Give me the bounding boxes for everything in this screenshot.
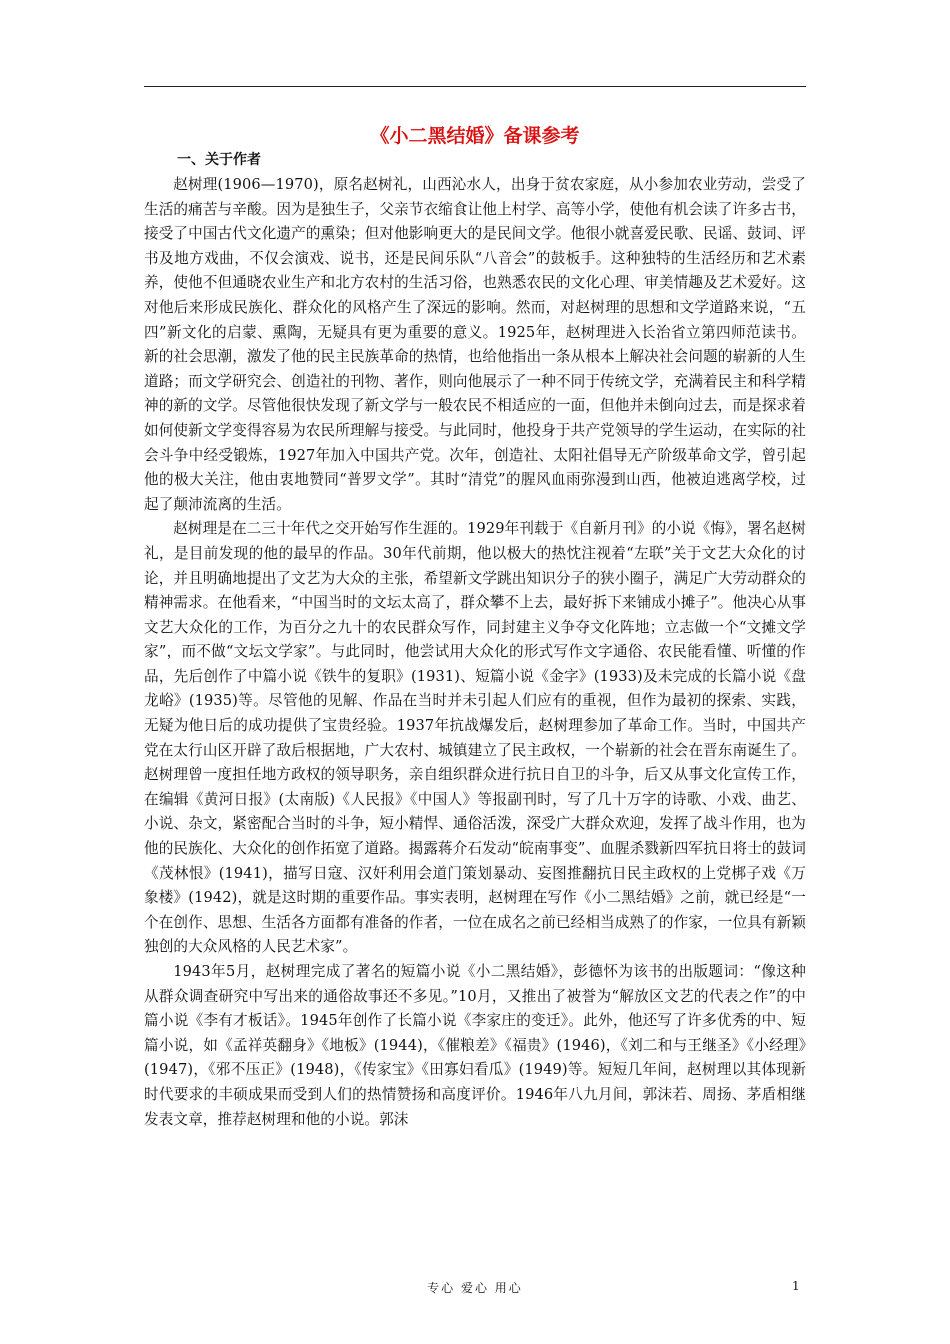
paragraph-1: 赵树理(1906—1970)，原名赵树礼，山西沁水人，出身于贫农家庭，从小参加农业劳动，尝受了生活的痛苦与辛酸。因为是独生子，父亲节衣缩食让他上村学、高等小学，使他有机会读了许多古书，接受了中国古代文化遗产的熏染；但对他影响更大的是民间文学。他很小就喜爱民歌、民谣、鼓词、评书及地方戏曲，不仅会演戏、说书，还是民间乐队“八音会”的鼓板手。这种独特的生活经历和艺术素养，使他不但通晓农业生产和北方农村的生活习俗，也熟悉农民的文化心理、审美情趣及艺术爱好。这对他后来形成民族化、群众化的风格产生了深远的影响。然而，对赵树理的思想和文学道路来说，“五四”新文化的启蒙、熏陶，无疑具有更为重要的意义。1925年，赵树理进入长治省立第四师范读书。新的社会思潮，激发了他的民主民族革命的热情，也给他指出一条从根本上解决社会问题的崭新的人生道路；而文学研究会、创造社的刊物、著作，则向他展示了一种不同于传统文学，充满着民主和科学精神的新的文学。尽管他很快发现了新文学与一般农民不相适应的一面，但他并未倒向过去，而是探求着如何使新文学变得容易为农民所理解与接受。与此同时，他投身于共产党领导的学生运动，在实际的社会斗争中经受锻炼，1927年加入中国共产党。次年，创造社、太阳社倡导无产阶级革命文学，曾引起他的极大关注，他由衷地赞同“普罗文学”。其时“清党”的腥风血雨弥漫到山西，他被迫逃离学校，过起了颠沛流离的生活。: [144, 176, 806, 513]
footer-motto: 专心 爱心 用心: [427, 1281, 523, 1295]
paragraph-2: 赵树理是在二三十年代之交开始写作生涯的。1929年刊载于《自新月刊》的小说《悔》，署名赵树礼，是目前发现的他的最早的作品。30年代前期，他以极大的热忱注视着“左联”关于文艺大众化的讨论，并且明确地提出了文艺为大众的主张，希望新文学跳出知识分子的狭小圈子，满足广大劳动群众的精神需求。在他看来，“中国当时的文坛太高了，群众攀不上去，最好拆下来铺成小摊子”。他决心从事文艺大众化的工作，为百分之九十的农民群众写作，同封建主义争夺文化阵地；立志做一个“文摊文学家”，而不做“文坛文学家”。与此同时，他尝试用大众化的形式写作文字通俗、农民能看懂、听懂的作品，先后创作了中篇小说《铁牛的复职》(1931)、短篇小说《金字》(1933)及未完成的长篇小说《盘龙峪》(1935)等。尽管他的见解、作品在当时并未引起人们应有的重视，但作为最初的探索、实践，无疑为他日后的成功提供了宝贵经验。1937年抗战爆发后，赵树理参加了革命工作。当时，中国共产党在太行山区开辟了敌后根据地，广大农村、城镇建立了民主政权，一个崭新的社会在晋东南诞生了。赵树理曾一度担任地方政权的领导职务，亲自组织群众进行抗日自卫的斗争，后又从事文化宣传工作，在编辑《黄河日报》(太南版)《人民报》《中国人》等报副刊时，写了几十万字的诗歌、小戏、曲艺、小说、杂文，紧密配合当时的斗争，短小精悍、通俗活泼，深受广大群众欢迎，发挥了战斗作用，也为他的民族化、大众化的创作拓宽了道路。揭露蒋介石发动“皖南事变”、血腥杀戮新四军抗日将士的鼓词《茂林恨》(1941)，描写日寇、汉奸利用会道门策划暴动、妄图推翻抗日民主政权的上党梆子戏《万象楼》(1942)，就是这时期的重要作品。事实表明，赵树理在写作《小二黑结婚》之前，就已经是“一个在创作、思想、生活各方面都有准备的作者，一位在成名之前已经相当成熟了的作家，一位具有新颖独创的大众风格的人民艺术家”。: [144, 520, 806, 956]
header-rule: [144, 86, 806, 87]
section-heading: 一、关于作者: [177, 152, 261, 168]
document-body: [144, 173, 806, 1132]
paragraph-3: 1943年5月，赵树理完成了著名的短篇小说《小二黑结婚》，彭德怀为该书的出版题词：“像这种从群众调查研究中写出来的通俗故事还不多见。”10月，又推出了被誉为“解放区文艺的代表之作”的中篇小说《李有才板话》。1945年创作了长篇小说《李家庄的变迁》。此外，他还写了许多优秀的中、短篇小说，如《孟祥英翻身》《地板》(1944)，《催粮差》《福贵》(1946)，《刘二和与王继圣》《小经理》(1947)，《邪不压正》(1948)，《传家宝》《田寡妇看瓜》(1949)等。短短几年间，赵树理以其体现新时代要求的丰硕成果而受到人们的热情赞扬和高度评价。1946年八九月间，郭沫若、周扬、茅盾相继发表文章，推荐赵树理和他的小说。郭沫: [144, 963, 806, 1128]
page-number: 1: [792, 1279, 800, 1293]
document-title: 《小二黑结婚》备课参考: [370, 125, 580, 147]
